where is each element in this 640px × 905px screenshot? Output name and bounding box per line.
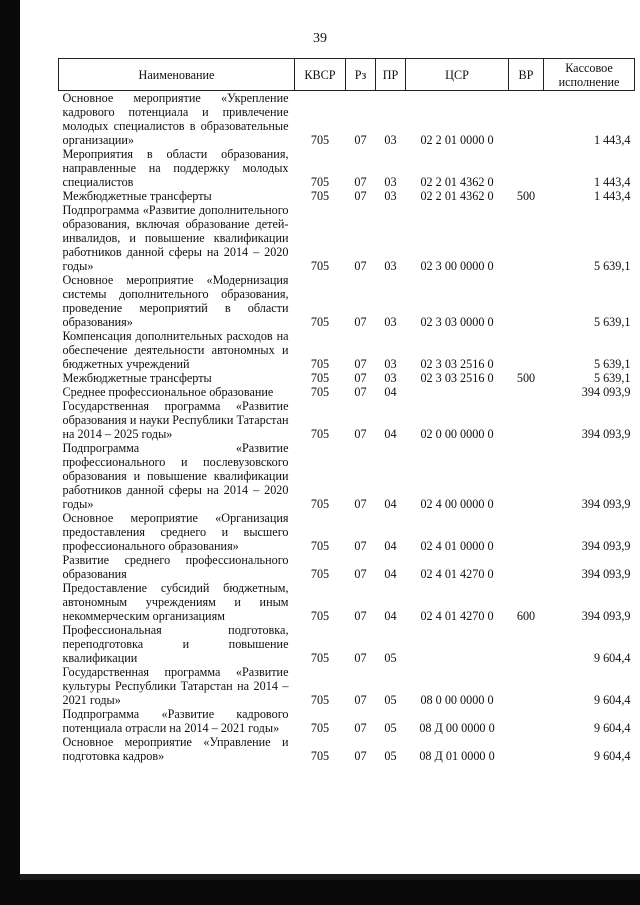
cell-amount: 5 639,1 (593, 259, 631, 273)
table-row (59, 553, 635, 581)
cell-pr: 04 (384, 539, 397, 553)
cell-name: Развитие среднего профессионального образования (62, 553, 289, 581)
cell-vr: 500 (516, 189, 536, 203)
cell-kvsr: 705 (310, 259, 330, 273)
cell-rz: 07 (354, 749, 367, 763)
cell-rz: 07 (354, 315, 367, 329)
table-row (59, 385, 635, 399)
table-row (59, 371, 635, 385)
cell-vr (509, 665, 544, 707)
cell-amount: 9 604,4 (593, 651, 631, 665)
scan-left-edge (0, 0, 20, 905)
cell-pr: 05 (384, 693, 397, 707)
cell-name: Государственная программа «Развитие образования и науки Республики Татарстан на 2014 – 2025 годы» (62, 399, 289, 441)
table-row (59, 707, 635, 735)
cell-rz: 07 (354, 721, 367, 735)
cell-vr (509, 623, 544, 665)
table-row (59, 735, 635, 763)
table-row (59, 91, 635, 148)
cell-amount: 1 443,4 (593, 189, 631, 203)
cell-name: Подпрограмма «Развитие кадрового потенциала отрасли на 2014 – 2021 годы» (62, 707, 289, 735)
cell-amount: 394 093,9 (581, 385, 631, 399)
cell-csr: 02 3 00 0000 0 (420, 259, 494, 273)
cell-amount: 5 639,1 (593, 371, 631, 385)
cell-kvsr: 705 (310, 693, 330, 707)
cell-kvsr: 705 (310, 749, 330, 763)
cell-kvsr: 705 (310, 539, 330, 553)
cell-amount: 394 093,9 (581, 609, 631, 623)
cell-csr (406, 623, 509, 665)
header-kvsr: КВСР (295, 59, 346, 91)
table-row (59, 441, 635, 511)
cell-pr: 05 (384, 721, 397, 735)
cell-csr: 08 0 00 0000 0 (420, 693, 494, 707)
page-number: 39 (313, 31, 327, 46)
cell-vr (509, 91, 544, 148)
cell-amount: 9 604,4 (593, 693, 631, 707)
cell-vr (509, 385, 544, 399)
table-row (59, 203, 635, 273)
cell-name: Государственная программа «Развитие культуры Республики Татарстан на 2014 – 2021 годы» (62, 665, 289, 707)
cell-csr: 02 4 01 4270 0 (420, 567, 494, 581)
cell-vr (509, 511, 544, 553)
cell-csr: 02 3 03 0000 0 (420, 315, 494, 329)
header-pr: ПР (376, 59, 406, 91)
cell-name: Предоставление субсидий бюджетным, автономным учреждениям и иным некоммерческим организациям (62, 581, 289, 623)
cell-kvsr: 705 (310, 497, 330, 511)
cell-pr: 05 (384, 651, 397, 665)
cell-csr: 02 3 03 2516 0 (420, 357, 494, 371)
budget-table (58, 58, 635, 763)
header-amount-line2: исполнение (558, 74, 620, 89)
cell-kvsr: 705 (310, 175, 330, 189)
cell-vr (509, 273, 544, 329)
cell-pr: 04 (384, 609, 397, 623)
table-header (59, 59, 635, 91)
scan-bottom-edge (0, 874, 640, 905)
cell-pr: 04 (384, 385, 397, 399)
cell-kvsr: 705 (310, 371, 330, 385)
cell-rz: 07 (354, 539, 367, 553)
cell-csr: 02 2 01 4362 0 (420, 175, 494, 189)
cell-amount: 394 093,9 (581, 567, 631, 581)
cell-name: Основное мероприятие «Управление и подготовка кадров» (62, 735, 289, 763)
cell-pr: 03 (384, 315, 397, 329)
cell-pr: 03 (384, 259, 397, 273)
cell-kvsr: 705 (310, 315, 330, 329)
cell-csr: 02 0 00 0000 0 (420, 427, 494, 441)
table-row (59, 511, 635, 553)
header-name: Наименование (59, 59, 295, 91)
cell-name: Подпрограмма «Развитие профессионального и послевузовского образования и повышение квалификации работников данной сферы на 2014 – 2020 годы» (62, 441, 289, 511)
table-row (59, 329, 635, 371)
cell-csr: 02 2 01 0000 0 (420, 133, 494, 147)
cell-rz: 07 (354, 357, 367, 371)
cell-vr (509, 399, 544, 441)
cell-name: Профессиональная подготовка, переподготовка и повышение квалификации (62, 623, 289, 665)
cell-amount: 1 443,4 (593, 175, 631, 189)
cell-name: Компенсация дополнительных расходов на обеспечение деятельности автономных и бюджетных учреждений (62, 329, 289, 371)
table-row (59, 273, 635, 329)
cell-name: Межбюджетные трансферты (62, 371, 212, 385)
cell-kvsr: 705 (310, 189, 330, 203)
cell-amount: 1 443,4 (593, 133, 631, 147)
cell-csr: 08 Д 01 0000 0 (419, 749, 495, 763)
cell-csr: 02 4 00 0000 0 (420, 497, 494, 511)
cell-vr: 600 (516, 609, 536, 623)
cell-csr: 02 2 01 4362 0 (420, 189, 494, 203)
cell-pr: 04 (384, 427, 397, 441)
cell-vr (509, 553, 544, 581)
cell-rz: 07 (354, 497, 367, 511)
cell-pr: 05 (384, 749, 397, 763)
cell-pr: 04 (384, 567, 397, 581)
cell-rz: 07 (354, 385, 367, 399)
cell-amount: 394 093,9 (581, 497, 631, 511)
cell-name: Основное мероприятие «Организация предоставления среднего и высшего профессионального образования» (62, 511, 289, 553)
cell-amount: 5 639,1 (593, 357, 631, 371)
cell-pr: 03 (384, 357, 397, 371)
cell-csr: 02 4 01 4270 0 (420, 609, 494, 623)
cell-pr: 03 (384, 371, 397, 385)
cell-pr: 04 (384, 497, 397, 511)
cell-rz: 07 (354, 693, 367, 707)
cell-csr (406, 385, 509, 399)
cell-rz: 07 (354, 133, 367, 147)
cell-kvsr: 705 (310, 567, 330, 581)
cell-name: Среднее профессиональное образование (62, 385, 274, 399)
cell-name: Основное мероприятие «Укрепление кадрового потенциала и привлечение молодых специалистов в образовательные организации» (62, 91, 289, 147)
cell-kvsr: 705 (310, 427, 330, 441)
cell-pr: 03 (384, 175, 397, 189)
cell-csr: 08 Д 00 0000 0 (419, 721, 495, 735)
table-body (59, 91, 635, 764)
cell-pr: 03 (384, 133, 397, 147)
cell-vr (509, 329, 544, 371)
header-amount-line1: Кассовое (565, 60, 613, 75)
cell-csr: 02 3 03 2516 0 (420, 371, 494, 385)
table-row (59, 623, 635, 665)
cell-vr (509, 441, 544, 511)
cell-csr: 02 4 01 0000 0 (420, 539, 494, 553)
cell-rz: 07 (354, 651, 367, 665)
cell-name: Межбюджетные трансферты (62, 189, 212, 203)
cell-rz: 07 (354, 427, 367, 441)
cell-amount: 9 604,4 (593, 721, 631, 735)
cell-rz: 07 (354, 567, 367, 581)
cell-kvsr: 705 (310, 651, 330, 665)
cell-rz: 07 (354, 609, 367, 623)
cell-name: Мероприятия в области образования, направленные на поддержку молодых специалистов (62, 147, 289, 189)
cell-kvsr: 705 (310, 609, 330, 623)
table-row (59, 581, 635, 623)
cell-amount: 9 604,4 (593, 749, 631, 763)
cell-rz: 07 (354, 371, 367, 385)
cell-vr: 500 (516, 371, 536, 385)
table-row (59, 665, 635, 707)
table-row (59, 399, 635, 441)
cell-amount: 5 639,1 (593, 315, 631, 329)
cell-amount: 394 093,9 (581, 427, 631, 441)
cell-kvsr: 705 (310, 385, 330, 399)
table-row (59, 189, 635, 203)
header-rz: Рз (346, 59, 376, 91)
cell-rz: 07 (354, 175, 367, 189)
budget-table-container (58, 58, 634, 763)
cell-kvsr: 705 (310, 357, 330, 371)
cell-name: Основное мероприятие «Модернизация системы дополнительного образования, проведение мероприятий в области образования» (62, 273, 289, 329)
header-amount (544, 59, 635, 91)
cell-amount: 394 093,9 (581, 539, 631, 553)
cell-rz: 07 (354, 189, 367, 203)
cell-kvsr: 705 (310, 721, 330, 735)
cell-vr (509, 735, 544, 763)
cell-vr (509, 203, 544, 273)
cell-name: Подпрограмма «Развитие дополнительного образования, включая образование детей-инвалидов, и повышение квалификации работников данной сферы на 2014 – 2020 годы» (62, 203, 289, 273)
cell-vr (509, 707, 544, 735)
cell-pr: 03 (384, 189, 397, 203)
header-vr: ВР (509, 59, 544, 91)
header-csr: ЦСР (406, 59, 509, 91)
scan-bottom-edge-shade (20, 874, 640, 880)
cell-vr (509, 147, 544, 189)
cell-kvsr: 705 (310, 133, 330, 147)
table-row (59, 147, 635, 189)
cell-rz: 07 (354, 259, 367, 273)
